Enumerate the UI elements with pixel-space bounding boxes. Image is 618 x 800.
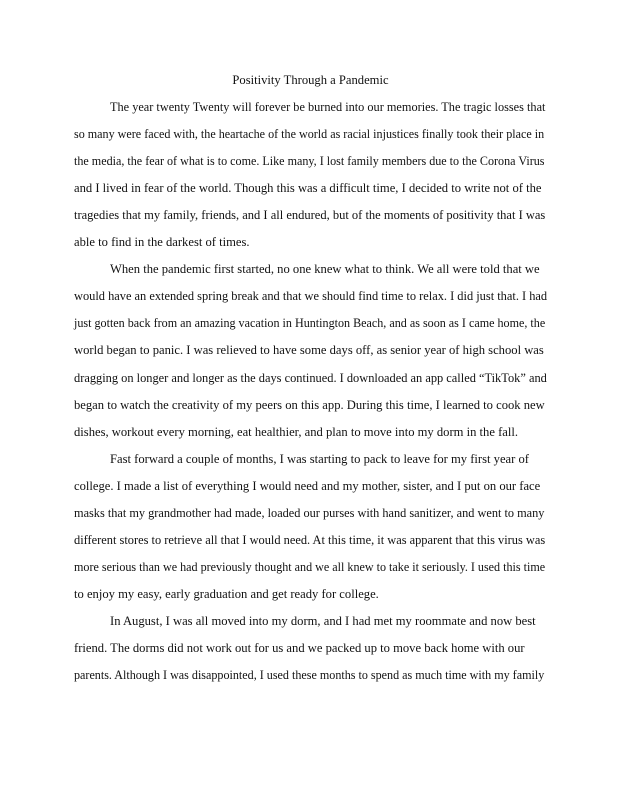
text-line: The year twenty Twenty will forever be burned into our memories. The tragic losses that <box>110 100 546 115</box>
document-body <box>74 67 547 689</box>
text-line: began to watch the creativity of my peers on this app. During this time, I learned to cook new <box>74 397 545 412</box>
paragraph-4 <box>74 608 547 689</box>
text-line: college. I made a list of everything I would need and my mother, sister, and I put on our face <box>74 478 541 493</box>
text-line: parents. Although I was disappointed, I used these months to spend as much time with my family <box>74 668 545 683</box>
text-line: able to find in the darkest of times. <box>74 235 250 250</box>
text-line: masks that my grandmother had made, loaded our purses with hand sanitizer, and went to many <box>74 505 545 520</box>
text-line: Fast forward a couple of months, I was starting to pack to leave for my first year of <box>110 451 529 466</box>
text-line: world began to panic. I was relieved to have some days off, as senior year of high school was <box>74 343 544 358</box>
text-line: would have an extended spring break and that we should find time to relax. I did just that. I had <box>74 289 548 304</box>
text-line: tragedies that my family, friends, and I all endured, but of the moments of positivity that I was <box>74 208 546 223</box>
text-line: more serious than we had previously thought and we all knew to take it seriously. I used this time <box>74 559 546 574</box>
document-title: Positivity Through a Pandemic <box>232 73 389 87</box>
paragraph-2 <box>74 256 547 445</box>
text-line: dishes, workout every morning, eat healthier, and plan to move into my dorm in the fall. <box>74 424 519 439</box>
text-line: so many were faced with, the heartache of the world as racial injustices finally took their place in <box>74 127 545 142</box>
text-line: dragging on longer and longer as the days continued. I downloaded an app called “TikTok” and <box>74 370 547 385</box>
text-line: just gotten back from an amazing vacation in Huntington Beach, and as soon as I came home, the <box>74 316 546 331</box>
text-line: to enjoy my easy, early graduation and get ready for college. <box>74 586 379 601</box>
paragraph-1 <box>74 94 547 256</box>
paragraph-3 <box>74 446 547 608</box>
text-line: friend. The dorms did not work out for us and we packed up to move back home with our <box>74 640 525 655</box>
text-line: and I lived in fear of the world. Though this was a difficult time, I decided to write not of the <box>74 181 542 196</box>
text-line: different stores to retrieve all that I would need. At this time, it was apparent that this virus was <box>74 532 546 547</box>
text-line: the media, the fear of what is to come. Like many, I lost family members due to the Corona Virus <box>74 154 545 169</box>
text-line: When the pandemic first started, no one knew what to think. We all were told that we <box>110 262 540 277</box>
text-line: In August, I was all moved into my dorm, and I had met my roommate and now best <box>110 613 536 628</box>
